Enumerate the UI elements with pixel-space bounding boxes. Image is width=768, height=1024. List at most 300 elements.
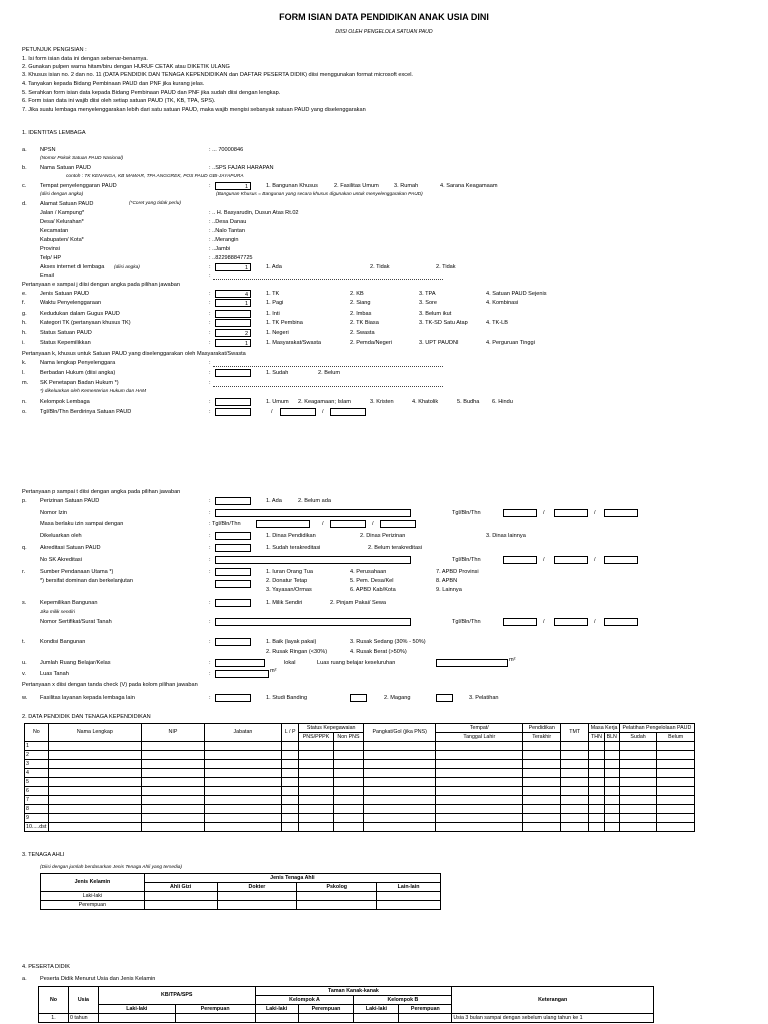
table-cell[interactable] <box>48 769 141 778</box>
option: 1. Bangunan Khusus <box>266 183 318 189</box>
answer-box[interactable] <box>215 599 251 607</box>
table-cell[interactable] <box>299 796 333 805</box>
table-cell[interactable] <box>436 778 523 787</box>
table-cell[interactable] <box>364 787 436 796</box>
col-header: Belum <box>657 733 695 742</box>
row-label: Fasilitas layanan kepada lembaga lain <box>40 695 135 701</box>
table-cell[interactable] <box>589 805 604 814</box>
row-label: Kepemilikan Bangunan <box>40 600 98 606</box>
item-letter: h. <box>22 330 27 336</box>
answer-box[interactable] <box>215 398 251 406</box>
addr-value[interactable]: : ..Jambi <box>209 246 231 252</box>
item-letter: q. <box>22 545 27 551</box>
table-row <box>25 769 695 778</box>
table-cell[interactable] <box>333 805 363 814</box>
option: 4. Khatolik <box>412 399 439 405</box>
tempat-box[interactable]: 1 <box>215 182 251 190</box>
row-label: Jumlah Ruang Belajar/Kelas <box>40 660 111 666</box>
luas-ruang-box[interactable] <box>436 659 508 667</box>
answer-box[interactable] <box>215 544 251 552</box>
table-cell[interactable] <box>204 751 281 760</box>
table-cell[interactable] <box>142 805 205 814</box>
checkbox[interactable] <box>350 694 367 702</box>
option: 2. Fasilitas Umum <box>334 183 379 189</box>
table-cell[interactable] <box>619 796 657 805</box>
table-cell[interactable] <box>657 778 695 787</box>
table-cell[interactable] <box>142 814 205 823</box>
col-header: Laki-laki <box>354 1005 399 1014</box>
table-cell[interactable] <box>204 787 281 796</box>
table-cell[interactable] <box>436 769 523 778</box>
table-cell[interactable] <box>204 823 281 832</box>
table-cell[interactable] <box>299 787 333 796</box>
col-header: TMT <box>560 724 588 742</box>
penyelenggara-field[interactable] <box>213 366 443 367</box>
table-cell[interactable] <box>604 805 619 814</box>
table-cell[interactable] <box>436 814 523 823</box>
npsn-value[interactable]: : ... 70000846 <box>209 147 244 153</box>
jumlah-ruang-box[interactable] <box>215 659 265 667</box>
table-row <box>25 814 695 823</box>
option: 2. Pinjam Pakai/ Sewa <box>330 600 386 606</box>
row-number: 8 <box>25 805 49 814</box>
table-cell[interactable] <box>523 787 561 796</box>
table-cell[interactable] <box>657 787 695 796</box>
table-cell[interactable] <box>657 742 695 751</box>
answer-box[interactable] <box>215 310 251 318</box>
answer-box[interactable] <box>215 497 251 505</box>
table-cell[interactable] <box>377 892 441 901</box>
col-header: PNS/PPPK <box>299 733 333 742</box>
table-cell[interactable] <box>299 751 333 760</box>
answer-box[interactable]: 1 <box>215 299 251 307</box>
table-cell[interactable] <box>299 742 333 751</box>
table-cell[interactable] <box>48 796 141 805</box>
unit-label: lokal <box>284 660 296 666</box>
addr-value[interactable]: : ..Merangin <box>209 237 239 243</box>
addr-label: Provinsi <box>40 246 60 252</box>
table-cell[interactable] <box>657 823 695 832</box>
table-cell[interactable] <box>604 814 619 823</box>
table-cell[interactable] <box>364 742 436 751</box>
col-header: Pskolog <box>297 883 377 892</box>
table-cell[interactable] <box>333 742 363 751</box>
table-cell[interactable] <box>204 742 281 751</box>
col-header: No <box>39 987 69 1014</box>
table-cell[interactable] <box>282 796 299 805</box>
table-cell[interactable] <box>282 805 299 814</box>
table-cell[interactable] <box>589 778 604 787</box>
col-header: Lain-lain <box>377 883 441 892</box>
table-cell[interactable] <box>282 742 299 751</box>
table-cell[interactable] <box>298 1014 354 1023</box>
table-cell[interactable] <box>560 796 588 805</box>
table-cell[interactable] <box>589 742 604 751</box>
table-cell[interactable] <box>604 796 619 805</box>
table-cell[interactable] <box>142 769 205 778</box>
table-cell[interactable] <box>217 901 297 910</box>
email-field[interactable] <box>213 279 443 280</box>
table-cell[interactable] <box>217 892 297 901</box>
table-cell[interactable] <box>364 751 436 760</box>
petunjuk-item: 1. Isi form isian data ini dengan sebenar-benarnya. <box>22 56 148 62</box>
table-cell[interactable] <box>657 751 695 760</box>
table-cell[interactable] <box>299 823 333 832</box>
table-cell[interactable] <box>619 805 657 814</box>
col-header: Sudah <box>619 733 657 742</box>
date-slash: / <box>594 557 596 563</box>
answer-box[interactable] <box>215 638 251 646</box>
date-slash: / <box>594 510 596 516</box>
table-cell[interactable] <box>364 805 436 814</box>
table-cell[interactable] <box>333 769 363 778</box>
answer-box[interactable]: 1 <box>215 339 251 347</box>
question-note: Pertanyaan k, khusus untuk Satuan PAUD yang diselenggarakan oleh Masyarakat/Swasta <box>22 351 246 357</box>
sk-note: *) dikeluarkan oleh Kementerian Hukum dan HAM <box>40 389 147 394</box>
table-cell[interactable] <box>333 823 363 832</box>
sk-field[interactable] <box>213 386 443 387</box>
table-cell[interactable] <box>142 760 205 769</box>
table-cell[interactable] <box>364 796 436 805</box>
col-header: Laki-laki <box>255 1005 298 1014</box>
date-year-box[interactable] <box>380 520 416 528</box>
nama-satuan-value[interactable]: : ..SPS FAJAR HARAPAN <box>209 165 274 171</box>
table-cell[interactable] <box>604 823 619 832</box>
date-month-box[interactable] <box>554 618 588 626</box>
table-cell[interactable] <box>619 823 657 832</box>
table-cell: Usia 3 bulan sampai dengan sebelum ulang tahun ke 1 <box>452 1014 654 1023</box>
addr-value[interactable]: : ..822988847725 <box>209 255 253 261</box>
table-cell[interactable] <box>560 805 588 814</box>
table-cell[interactable] <box>604 760 619 769</box>
row-label: Kondisi Bangunan <box>40 639 86 645</box>
option: 2. Rusak Ringan (<30%) <box>266 649 328 655</box>
table-cell[interactable] <box>560 787 588 796</box>
date-month-box[interactable] <box>330 520 366 528</box>
date-year-box[interactable] <box>604 556 638 564</box>
table-cell[interactable] <box>282 823 299 832</box>
row-label: No SK Akreditasi <box>40 557 82 563</box>
table-cell[interactable] <box>523 751 561 760</box>
table-cell[interactable] <box>204 778 281 787</box>
table-cell[interactable] <box>523 796 561 805</box>
table-cell[interactable] <box>436 796 523 805</box>
addr-label: Desa/ Kelurahan* <box>40 219 84 225</box>
table-cell[interactable] <box>436 823 523 832</box>
petunjuk-item: 2. Gunakan pulpen warna hitam/biru dengan HURUF CETAK atau DIKETIK ULANG <box>22 64 230 70</box>
table-cell[interactable] <box>657 769 695 778</box>
date-month-box[interactable] <box>280 408 316 416</box>
table-cell[interactable] <box>619 778 657 787</box>
table-cell[interactable] <box>48 742 141 751</box>
row-label: *) bersifat dominan dan berkelanjutan <box>40 578 133 584</box>
row-label: Kelompok Lembaga <box>40 399 90 405</box>
table-cell[interactable] <box>436 805 523 814</box>
sk-akreditasi-box[interactable] <box>215 556 411 564</box>
option: 2. KB <box>350 291 364 297</box>
col-header: Tempat/ <box>436 724 523 733</box>
table-cell[interactable] <box>142 787 205 796</box>
table-cell[interactable] <box>333 814 363 823</box>
internet-box[interactable]: 1 <box>215 263 251 271</box>
table-cell[interactable] <box>98 1014 175 1023</box>
table-cell[interactable] <box>364 823 436 832</box>
table-cell[interactable] <box>142 823 205 832</box>
option: 2. Belum ada <box>298 498 331 504</box>
table-cell[interactable] <box>436 751 523 760</box>
date-slash: / <box>543 619 545 625</box>
table-cell[interactable] <box>333 787 363 796</box>
addr-label: Telp/ HP <box>40 255 62 261</box>
row-label: Akreditasi Satuan PAUD <box>40 545 101 551</box>
table-cell[interactable] <box>364 769 436 778</box>
table-cell[interactable] <box>589 751 604 760</box>
option: 2. Tidak <box>436 264 456 270</box>
table-cell[interactable] <box>297 892 377 901</box>
table-cell[interactable] <box>282 769 299 778</box>
date-day-box[interactable] <box>503 509 537 517</box>
table-cell[interactable] <box>619 769 657 778</box>
date-month-box[interactable] <box>554 556 588 564</box>
table-cell[interactable] <box>144 892 217 901</box>
table-cell[interactable] <box>560 760 588 769</box>
luas-tanah-box[interactable] <box>215 670 269 678</box>
table-cell[interactable] <box>299 814 333 823</box>
row-number: 6 <box>25 787 49 796</box>
table-cell[interactable] <box>142 742 205 751</box>
table-cell[interactable] <box>48 778 141 787</box>
table-cell[interactable] <box>399 1014 452 1023</box>
row-note: Jika milik sendiri <box>40 610 75 615</box>
table-cell[interactable] <box>364 814 436 823</box>
col-header: BLN <box>604 733 619 742</box>
table-cell[interactable] <box>48 751 141 760</box>
date-year-box[interactable] <box>330 408 366 416</box>
checkbox[interactable] <box>215 694 251 702</box>
table-cell[interactable] <box>619 751 657 760</box>
unit-label: m² <box>509 657 516 663</box>
table-cell[interactable] <box>589 760 604 769</box>
table-cell[interactable] <box>282 760 299 769</box>
table-cell[interactable] <box>142 778 205 787</box>
nama-satuan-label: Nama Satuan PAUD <box>40 165 91 171</box>
table-cell[interactable] <box>604 778 619 787</box>
table-row <box>39 1014 654 1023</box>
table-cell[interactable] <box>333 751 363 760</box>
table-cell[interactable] <box>142 751 205 760</box>
table-cell[interactable] <box>333 796 363 805</box>
table-cell[interactable] <box>657 814 695 823</box>
option: 9. Lainnya <box>436 587 462 593</box>
table-cell[interactable] <box>436 787 523 796</box>
date-slash: / <box>372 521 374 527</box>
table-cell[interactable] <box>282 787 299 796</box>
row-label: Status Kepemilikkan <box>40 340 91 346</box>
table-cell[interactable] <box>175 1014 255 1023</box>
table-cell[interactable] <box>619 742 657 751</box>
row-label: Dikeluarkan oleh <box>40 533 82 539</box>
col-header: Nama Lengkap <box>48 724 141 742</box>
table-cell[interactable] <box>523 823 561 832</box>
row-label: Waktu Penyelenggaraan <box>40 300 102 306</box>
table-cell[interactable] <box>657 796 695 805</box>
petunjuk-heading: PETUNJUK PENGISIAN : <box>22 47 87 53</box>
alamat-label: Alamat Satuan PAUD <box>40 201 94 207</box>
table-cell[interactable] <box>560 751 588 760</box>
row-number: 7 <box>25 796 49 805</box>
page-subtitle: DIISI OLEH PENGELOLA SATUAN PAUD <box>335 29 433 35</box>
table-cell[interactable] <box>299 769 333 778</box>
table-cell[interactable] <box>604 742 619 751</box>
table-cell[interactable] <box>523 805 561 814</box>
date-day-box[interactable] <box>256 520 310 528</box>
answer-box[interactable] <box>215 532 251 540</box>
table-cell[interactable] <box>523 778 561 787</box>
row-label: Jenis Satuan PAUD <box>40 291 90 297</box>
table-cell[interactable] <box>523 742 561 751</box>
answer-box[interactable]: 2 <box>215 329 251 337</box>
table-cell[interactable] <box>142 796 205 805</box>
table-cell[interactable] <box>657 805 695 814</box>
table-cell[interactable] <box>282 814 299 823</box>
petunjuk-item: 7. Jika suatu lembaga menyelenggarakan lebih dari satu satuan PAUD, maka wajib mengisi sebanyak satuan PAUD yang diselenggarakan <box>22 107 366 113</box>
option: 3. Rumah <box>394 183 419 189</box>
table-cell[interactable] <box>560 769 588 778</box>
date-slash: / <box>594 619 596 625</box>
addr-value[interactable]: : .. H. Basyarudin, Dusun Atas Rt.02 <box>209 210 299 216</box>
table-cell[interactable] <box>619 760 657 769</box>
table-cell[interactable] <box>604 769 619 778</box>
answer-box[interactable] <box>215 369 251 377</box>
option: 2. TK Biasa <box>350 320 379 326</box>
date-day-box[interactable] <box>503 556 537 564</box>
table-cell[interactable] <box>560 778 588 787</box>
answer-box[interactable] <box>215 319 251 327</box>
option: 2. Belum terakreditasi <box>368 545 423 551</box>
col-header: Laki-laki <box>98 1005 175 1014</box>
date-slash: / <box>322 409 324 415</box>
option: 1. TK <box>266 291 280 297</box>
table-cell[interactable] <box>299 778 333 787</box>
table-cell[interactable] <box>560 814 588 823</box>
table-cell[interactable] <box>377 901 441 910</box>
nomor-izin-box[interactable] <box>215 509 411 517</box>
table-cell[interactable] <box>282 751 299 760</box>
table-cell[interactable] <box>604 787 619 796</box>
date-year-box[interactable] <box>604 618 638 626</box>
option: 5. Budha <box>457 399 480 405</box>
answer-box[interactable] <box>215 568 251 576</box>
table-cell[interactable] <box>354 1014 399 1023</box>
option: 2. Imbas <box>350 311 372 317</box>
table-cell[interactable] <box>204 760 281 769</box>
col-header: Non PNS <box>333 733 363 742</box>
addr-value[interactable]: : ..Desa Danau <box>209 219 247 225</box>
table-cell[interactable] <box>333 760 363 769</box>
table-cell[interactable] <box>589 814 604 823</box>
table-cell[interactable] <box>255 1014 298 1023</box>
row-number: 9 <box>25 814 49 823</box>
table-cell[interactable] <box>48 787 141 796</box>
col-header: Usia <box>68 987 98 1014</box>
option: 2. Swasta <box>350 330 375 336</box>
table-cell[interactable] <box>282 778 299 787</box>
table-cell[interactable] <box>48 814 141 823</box>
table-cell[interactable] <box>364 760 436 769</box>
table-cell[interactable] <box>204 769 281 778</box>
sertifikat-box[interactable] <box>215 618 411 626</box>
col-header: Tanggal Lahir <box>436 733 523 742</box>
table-cell[interactable] <box>589 796 604 805</box>
table-row <box>25 787 695 796</box>
option: 4. TK-LB <box>486 320 508 326</box>
date-day-box[interactable] <box>215 408 251 416</box>
table-cell[interactable] <box>589 769 604 778</box>
table-cell[interactable] <box>204 814 281 823</box>
table-cell[interactable] <box>436 760 523 769</box>
date-slash: / <box>322 521 324 527</box>
table-cell[interactable] <box>523 814 561 823</box>
table-cell[interactable] <box>523 760 561 769</box>
table-cell[interactable] <box>204 796 281 805</box>
table-cell[interactable] <box>297 901 377 910</box>
item-letter: d. <box>22 201 27 207</box>
table-cell[interactable] <box>619 787 657 796</box>
option: 3. Sore <box>419 300 438 306</box>
table-cell[interactable] <box>560 823 588 832</box>
option: 1. Dinas Pendidikan <box>266 533 316 539</box>
table-row <box>25 760 695 769</box>
date-month-box[interactable] <box>554 509 588 517</box>
date-day-box[interactable] <box>503 618 537 626</box>
table-cell[interactable] <box>144 901 217 910</box>
col-header: Perempuan <box>175 1005 255 1014</box>
table-cell[interactable] <box>333 778 363 787</box>
option: 3. UPT PAUDNI <box>419 340 459 346</box>
item-letter: a. <box>22 976 27 982</box>
table-cell[interactable] <box>604 751 619 760</box>
table-cell[interactable] <box>619 814 657 823</box>
checkbox[interactable] <box>436 694 453 702</box>
table-cell[interactable] <box>589 787 604 796</box>
table-cell[interactable] <box>523 769 561 778</box>
answer-box[interactable]: 4 <box>215 290 251 298</box>
table-cell[interactable] <box>48 805 141 814</box>
table-row <box>25 805 695 814</box>
answer-box[interactable] <box>215 580 251 588</box>
row-label: Luas ruang belajar keseluruhan <box>317 660 396 666</box>
table-cell[interactable] <box>48 823 141 832</box>
row-label: Peserta Didik Menurut Usia dan Jenis Kelamin <box>40 976 156 982</box>
table-cell[interactable] <box>204 805 281 814</box>
option: 8. APBN <box>436 578 458 584</box>
table-cell[interactable] <box>48 760 141 769</box>
table-cell[interactable] <box>299 805 333 814</box>
table-cell[interactable] <box>364 778 436 787</box>
row-label: Kategori TK (pertanyaan khusus TK) <box>40 320 131 326</box>
table-cell[interactable] <box>657 760 695 769</box>
table-cell[interactable] <box>589 823 604 832</box>
date-year-box[interactable] <box>604 509 638 517</box>
table-cell[interactable] <box>560 742 588 751</box>
date-label: Tgl/Bln/Thn <box>452 557 481 563</box>
addr-value[interactable]: : ..Nalo Tantan <box>209 228 245 234</box>
table-cell[interactable] <box>436 742 523 751</box>
table-cell[interactable] <box>299 760 333 769</box>
row-label: Masa berlaku izin sampai dengan <box>40 521 124 527</box>
option: 3. Dinas lainnya <box>486 533 526 539</box>
date-slash: / <box>543 557 545 563</box>
